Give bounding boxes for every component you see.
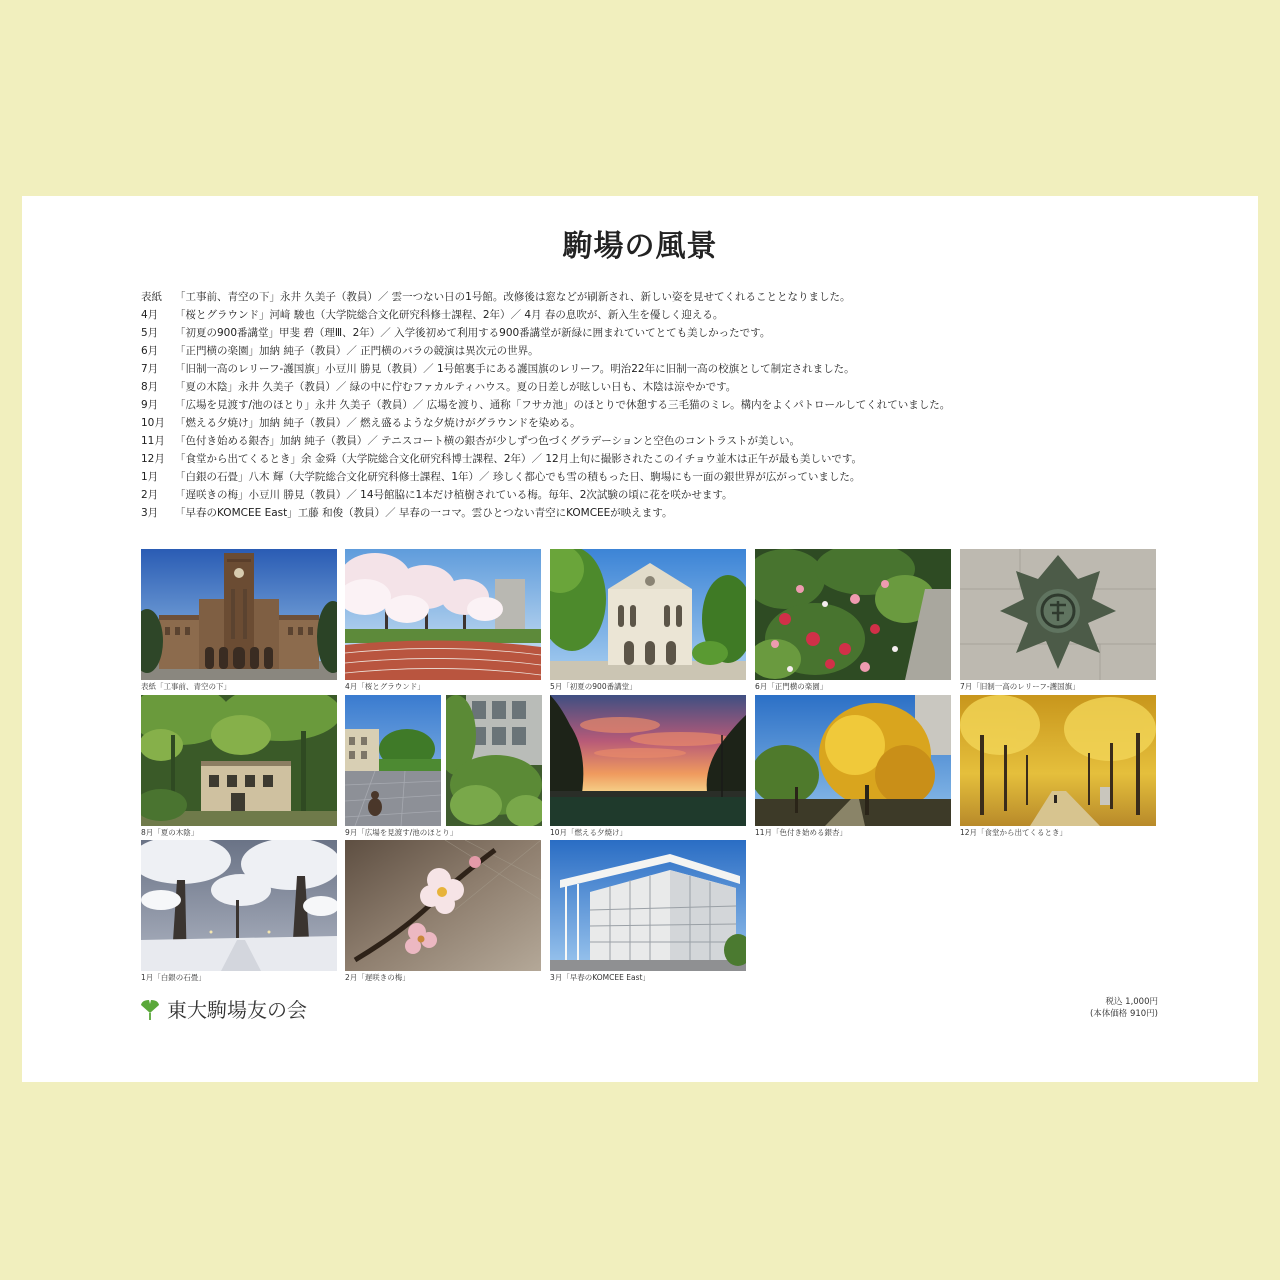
list-item [141,360,950,378]
photo-september-pond-side [446,695,542,826]
entry-month: 8月 [141,381,159,393]
photo-july-relief [960,549,1156,680]
photo-august-faculty-house [141,695,337,826]
list-item [141,468,950,486]
photo-image [550,840,746,971]
list-item [141,378,950,396]
entry-month: 7月 [141,363,159,375]
photo-image [141,549,337,680]
entry-month: 9月 [141,399,159,411]
entry-month: 5月 [141,327,159,339]
photo-caption: 8月「夏の木陰」 [141,828,199,837]
entry-text: 「広場を見渡す/池のほとり」永井 久美子（教員）／ 広場を渡り、通称「フサカ池」のほとりで休憩する三毛猫のミレ。構内をよくパトロールしてくれていました。 [175,399,951,411]
photo-caption: 1月「白銀の石畳」 [141,973,206,982]
photo-image [550,695,746,826]
entry-text: 「燃える夕焼け」加納 純子（教員）／ 燃え盛るような夕焼けがグラウンドを染める。 [175,417,581,429]
photo-image [345,549,541,680]
list-item [141,324,950,342]
entry-month: 2月 [141,489,159,501]
photo-october-sunset [550,695,746,826]
photo-caption: 2月「遅咲きの梅」 [345,973,410,982]
list-item [141,450,950,468]
list-item [141,432,950,450]
list-item [141,342,950,360]
photo-caption: 9月「広場を見渡す/池のほとり」 [345,828,458,837]
photo-image [141,695,337,826]
photo-caption: 10月「燃える夕焼け」 [550,828,628,837]
photo-september-plaza [345,695,441,826]
entry-text: 「正門横の楽園」加納 純子（教員）／ 正門横のバラの競演は異次元の世界。 [175,345,539,357]
photo-february-plum-blossom [345,840,541,971]
photo-image [960,549,1156,680]
entry-month: 4月 [141,309,159,321]
entry-month: 11月 [141,435,165,447]
price-tax-included: 税込 1,000円 [1105,997,1158,1007]
photo-caption: 4月「桜とグラウンド」 [345,682,425,691]
photo-may-900-auditorium [550,549,746,680]
photo-caption: 7月「旧制一高のレリーフ-護国旗」 [960,682,1080,691]
photo-image [960,695,1156,826]
price-info [1090,996,1158,1020]
ginkgo-leaf-icon [140,999,160,1021]
entry-month: 10月 [141,417,165,429]
photo-december-ginkgo-avenue [960,695,1156,826]
entry-text: 「工事前、青空の下」永井 久美子（教員）／ 雲一つない日の1号館。改修後は窓などが刷新され、新しい姿を見せてくれることとなりました。 [175,291,851,303]
entry-text: 「桜とグラウンド」河﨑 駿也（大学院総合文化研究科修士課程、2年）／ 4月 春の息吹が、新入生を優しく迎える。 [175,309,724,321]
photo-image [141,840,337,971]
entry-text: 「旧制一高のレリーフ-護国旗」小豆川 勝見（教員）／ 1号館裏手にある護国旗のレリーフ。明治22年に旧制一高の校旗として制定されました。 [175,363,855,375]
photo-caption: 11月「色付き始める銀杏」 [755,828,848,837]
photo-march-komcee-east [550,840,746,971]
entry-month: 表紙 [141,291,162,303]
photo-image [550,549,746,680]
photo-caption: 5月「初夏の900番講堂」 [550,682,637,691]
photo-image [446,695,542,826]
entry-text: 「初夏の900番講堂」甲斐 碧（理Ⅲ、2年）／ 入学後初めて利用する900番講堂が新緑に囲まれていてとても美しかったです。 [175,327,771,339]
organization-name: 東大駒場友の会 [167,998,307,1022]
entry-text: 「早春のKOMCEE East」工藤 和俊（教員）／ 早春の一コマ。雲ひとつない青空にKOMCEEが映えます。 [175,507,673,519]
entry-text: 「白銀の石畳」八木 輝（大学院総合文化研究科修士課程、1年）／ 珍しく都心でも雪の積もった日、駒場にも一面の銀世界が広がっていました。 [175,471,861,483]
photo-image [755,695,951,826]
photo-description-list [141,288,950,522]
entry-month: 1月 [141,471,159,483]
list-item [141,396,950,414]
list-item [141,486,950,504]
entry-text: 「食堂から出てくるとき」余 金舜（大学院総合文化研究科博士課程、2年）／ 12月上旬に撮影されたこのイチョウ並木は正午が最も美しいです。 [175,453,863,465]
list-item [141,504,950,522]
page-title: 駒場の風景 [562,229,718,264]
photo-caption: 3月「早春のKOMCEE East」 [550,973,650,982]
list-item [141,306,950,324]
photo-caption: 12月「食堂から出てくるとき」 [960,828,1068,837]
photo-caption: 表紙「工事前、青空の下」 [141,682,231,691]
photo-cover-building [141,549,337,680]
photo-january-snow [141,840,337,971]
price-base: (本体価格 910円) [1089,1009,1158,1019]
entry-text: 「色付き始める銀杏」加納 純子（教員）／ テニスコート横の銀杏が少しずつ色づくグラデーションと空色のコントラストが美しい。 [175,435,801,447]
photo-april-cherry-blossoms [345,549,541,680]
entry-text: 「遅咲きの梅」小豆川 勝見（教員）／ 14号館脇に1本だけ植樹されている梅。毎年、2次試験の頃に花を咲かせます。 [175,489,733,501]
entry-text: 「夏の木陰」永井 久美子（教員）／ 緑の中に佇むファカルティハウス。夏の日差しが眩しい日も、木陰は涼やかです。 [175,381,737,393]
photo-image [345,695,441,826]
photo-june-rose-garden [755,549,951,680]
photo-november-ginkgo [755,695,951,826]
photo-image [345,840,541,971]
entry-month: 3月 [141,507,159,519]
list-item [141,288,950,306]
entry-month: 6月 [141,345,159,357]
entry-month: 12月 [141,453,165,465]
photo-image [755,549,951,680]
calendar-back-cover [22,196,1258,1082]
list-item [141,414,950,432]
photo-caption: 6月「正門横の楽園」 [755,682,828,691]
